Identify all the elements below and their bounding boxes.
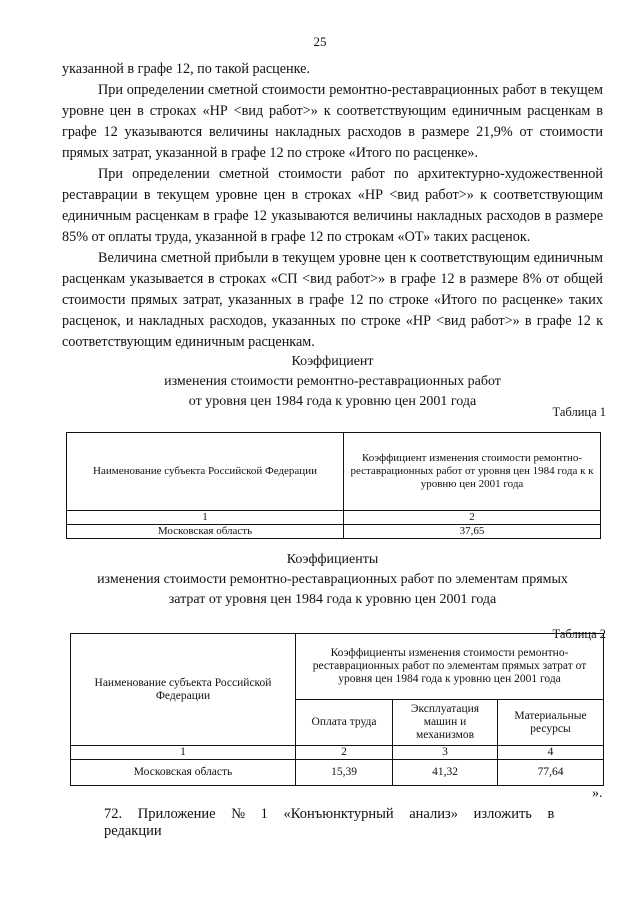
- table1-title-line1: Коэффициент: [291, 354, 374, 369]
- table2-title-line2: изменения стоимости ремонтно-реставрационных работ по элементам прямых: [97, 572, 568, 587]
- table2-title-line3: затрат от уровня цен 1984 года к уровню цен 2001 года: [168, 592, 497, 607]
- paragraph-continuation: указанной в графе 12, по такой расценке.: [62, 61, 311, 77]
- table2-cell-labor: 15,39: [296, 760, 393, 786]
- table1-cell-value: 37,65: [344, 525, 601, 539]
- paragraph-artistic-restoration: При определении сметной стоимости работ по архитектурно-художественной реставрации в текущем уровне цен в строках «НР <вид работ>» к соответствующим единичным расценкам в графе 12 указываются величины накладных расходов в размере 85% от оплаты труда, указанной в графе 12 по строкам «ОТ» таких расценок.: [62, 166, 603, 245]
- table2-header-materials: Материальные ресурсы: [498, 700, 604, 746]
- paragraph-estimated-profit: Величина сметной прибыли в текущем уровне цен к соответствующим единичным расценкам указывается в строках «СП <вид работ>» в графе 12 в размере 8% от общей стоимости прямых затрат, указанных в графе 12 по строке «Итого по расценке» таких расценок, и накладных расходов, указанных по строке «НР <вид работ>» в графе 12 к соответствующим единичным расценкам.: [62, 250, 603, 350]
- table1-header-coefficient: Коэффициент изменения стоимости ремонтно-реставрационных работ от уровня цен 1984 года к к уровню цен 2001 года: [344, 433, 601, 511]
- table1-header-region: Наименование субъекта Российской Федерации: [67, 433, 344, 511]
- table2-cell-region: Московская область: [71, 760, 296, 786]
- table2-title-line1: Коэффициенты: [286, 552, 379, 567]
- table2-colnum-3: 3: [393, 746, 498, 760]
- table2-header-region: Наименование субъекта Российской Федерации: [71, 634, 296, 746]
- table2-colnum-1: 1: [71, 746, 296, 760]
- table1-title: [62, 352, 603, 412]
- table2-header-group: Коэффициенты изменения стоимости ремонтно-реставрационных работ по элементам прямых затрат от уровня цен 1984 года к уровню цен 2001 года: [296, 634, 604, 700]
- table1-title-line2: изменения стоимости ремонтно-реставрационных работ: [164, 374, 501, 389]
- table2-header-labor: Оплата труда: [296, 700, 393, 746]
- page-number: 25: [313, 34, 327, 49]
- table1-cell-region: Московская область: [67, 525, 344, 539]
- table2-title: [62, 550, 603, 610]
- table2-colnum-2: 2: [296, 746, 393, 760]
- paragraph-overhead-costs: При определении сметной стоимости ремонтно-реставрационных работ в текущем уровне цен в строках «НР <вид работ>» к соответствующим единичным расценкам в графе 12 указываются величины накладных расходов в размере 21,9% от стоимости прямых затрат, указанной в графе 12 по строке «Итого по расценке».: [62, 82, 603, 161]
- table2-label: Таблица 2: [552, 627, 606, 641]
- table2-cell-machines: 41,32: [393, 760, 498, 786]
- table1-colnum-2: 2: [344, 511, 601, 525]
- table2-header-machines: Эксплуатация машин и механизмов: [393, 700, 498, 746]
- closing-quote: ».: [592, 786, 603, 801]
- item-72: [104, 806, 604, 840]
- table1-title-line3: от уровня цен 1984 года к уровню цен 2001 года: [188, 394, 477, 409]
- table1: [66, 432, 601, 539]
- table2-cell-materials: 77,64: [498, 760, 604, 786]
- table2: [70, 633, 604, 786]
- item-72-number: 72.: [104, 806, 123, 822]
- table1-colnum-1: 1: [67, 511, 344, 525]
- item-72-text: Приложение № 1 «Конъюнктурный анализ» изложить в редакции: [104, 806, 555, 839]
- table2-colnum-4: 4: [498, 746, 604, 760]
- table1-label: Таблица 1: [552, 405, 606, 419]
